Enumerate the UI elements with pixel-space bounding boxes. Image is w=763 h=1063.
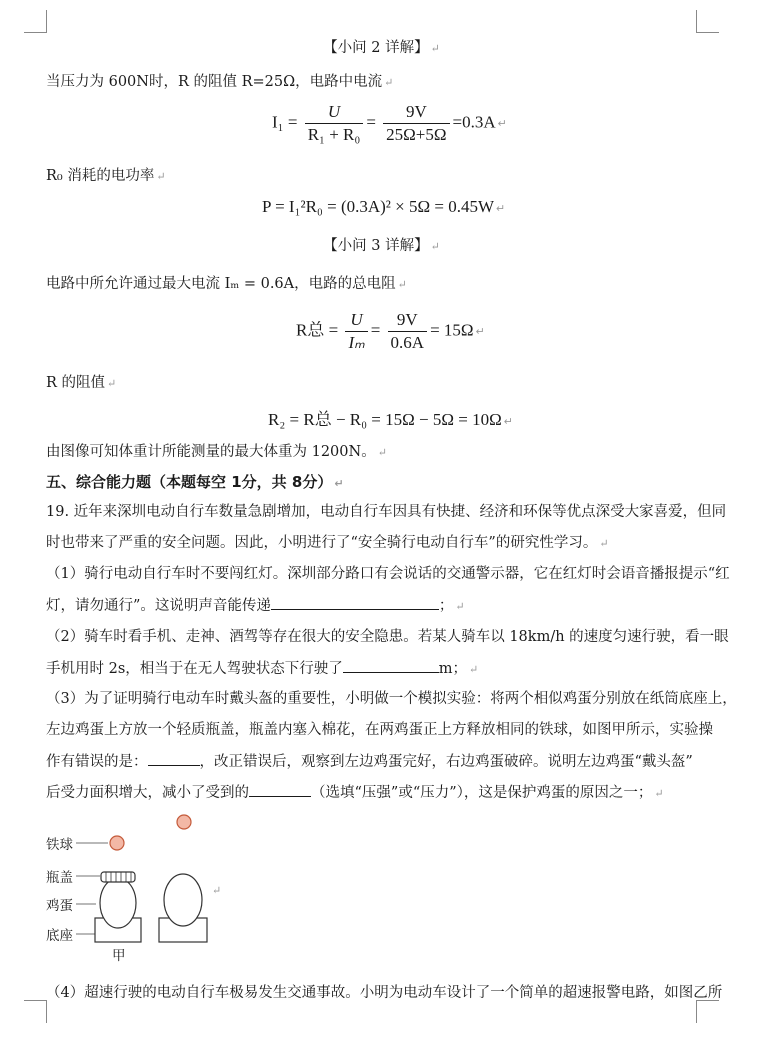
label-egg: 鸡蛋 — [46, 898, 73, 914]
subquestion-2-header: 【小问 2 详解】 ↵ — [323, 40, 440, 56]
q19-part3-line-4: 后受力面积增大，减小了受到的 （选填“压强”或“压力”），这是保护鸡蛋的原因之一； ↵ — [46, 782, 706, 804]
answer-blank-1[interactable] — [271, 595, 439, 610]
answer-blank-2[interactable] — [343, 658, 439, 673]
crop-mark-top-left — [24, 10, 47, 33]
crop-mark-bottom-right — [696, 1000, 719, 1023]
right-setup — [159, 874, 207, 942]
subquestion-3-header: 【小问 3 详解】 ↵ — [323, 238, 440, 254]
label-bottle-cap: 瓶盖 — [46, 870, 73, 886]
q19-part3-line-3: 作有错误的是： ，改正错误后，观察到左边鸡蛋完好，右边鸡蛋破碎。说明左边鸡蛋“戴头盔” — [46, 751, 706, 772]
max-current-text: 电路中所允许通过最大电流 Iₘ = 0.6A，电路的总电阻 ↵ — [46, 276, 407, 292]
label-base: 底座 — [46, 928, 73, 944]
r0-power-text: R₀ 消耗的电功率 ↵ — [46, 168, 166, 184]
equation-total-resistance: R总 = $\frac{U}{\text{Iₘ}}$ = $\frac{9V}{0.6A}$ = 15Ω ↵ — [296, 310, 485, 352]
crop-mark-bottom-left — [24, 1000, 47, 1023]
conclusion-text: 由图像可知体重计所能测量的最大体重为 1200N。 ↵ — [46, 444, 387, 460]
q19-intro-line-2: 时也带来了严重的安全问题。因此，小明进行了“安全骑行电动自行车”的研究性学习。 ↵ — [46, 535, 609, 551]
q19-part3-line-1: （3）为了证明骑行电动车时戴头盔的重要性，小明做一个模拟实验：将两个相似鸡蛋分别放在纸筒底座上， — [46, 691, 737, 707]
q19-part1-line-2: 灯，请勿通行”。这说明声音能传递 ； ↵ — [46, 595, 706, 617]
equation-power: P = I₁²R₀ = (0.3A)² × 5Ω = 0.45W ↵ — [262, 197, 506, 216]
q19-intro-line-1: 19. 近年来深圳电动自行车数量急剧增加，电动自行车因具有快捷、经济和环保等优点深受大家喜爱，但同 — [46, 504, 727, 520]
equation-r2: R₂ = R总 − R₀ = 15Ω − 5Ω = 10Ω ↵ — [268, 410, 513, 429]
q19-part1-line-1: （1）骑行电动自行车时不要闯红灯。深圳部分路口有会说话的交通警示器，它在红灯时会语音播报提示“红 — [46, 566, 730, 582]
figure-caption: 甲 — [112, 948, 126, 964]
label-iron-ball: 铁球 — [46, 837, 73, 853]
pressure-text: 当压力为 600N时，R 的阻值 R=25Ω，电路中电流 ↵ — [46, 74, 394, 90]
q19-part2-line-1: （2）骑车时看手机、走神、酒驾等存在很大的安全隐患。若某人骑车以 18km/h 的速度匀速行驶，看一眼 — [46, 629, 729, 645]
q19-part2-line-2: 手机用时 2s，相当于在无人驾驶状态下行驶了 m； ↵ — [46, 658, 706, 680]
section-title: 五、综合能力题（本题每空 1分，共 8分） ↵ — [46, 473, 344, 491]
iron-ball-left — [110, 836, 124, 850]
left-setup — [95, 872, 141, 942]
crop-mark-top-right — [696, 10, 719, 33]
iron-ball-right — [177, 815, 191, 829]
r-value-text: R 的阻值 ↵ — [46, 375, 117, 391]
answer-blank-3[interactable] — [148, 751, 200, 766]
q19-part3-line-2: 左边鸡蛋上方放一个轻质瓶盖，瓶盖内塞入棉花，在两鸡蛋正上方释放相同的铁球，如图甲所示，实验操 — [46, 722, 713, 738]
equation-current: I₁ = $\frac{U}{\text{R₁ + R₀}}$ = $\frac{9V}{25\Omega+5\Omega}$ =0.3A ↵ — [272, 102, 507, 144]
q19-part4-line-1: （4）超速行驶的电动自行车极易发生交通事故。小明为电动车设计了一个简单的超速报警电路，如图乙所 — [46, 985, 723, 1001]
answer-blank-4[interactable] — [249, 782, 311, 797]
